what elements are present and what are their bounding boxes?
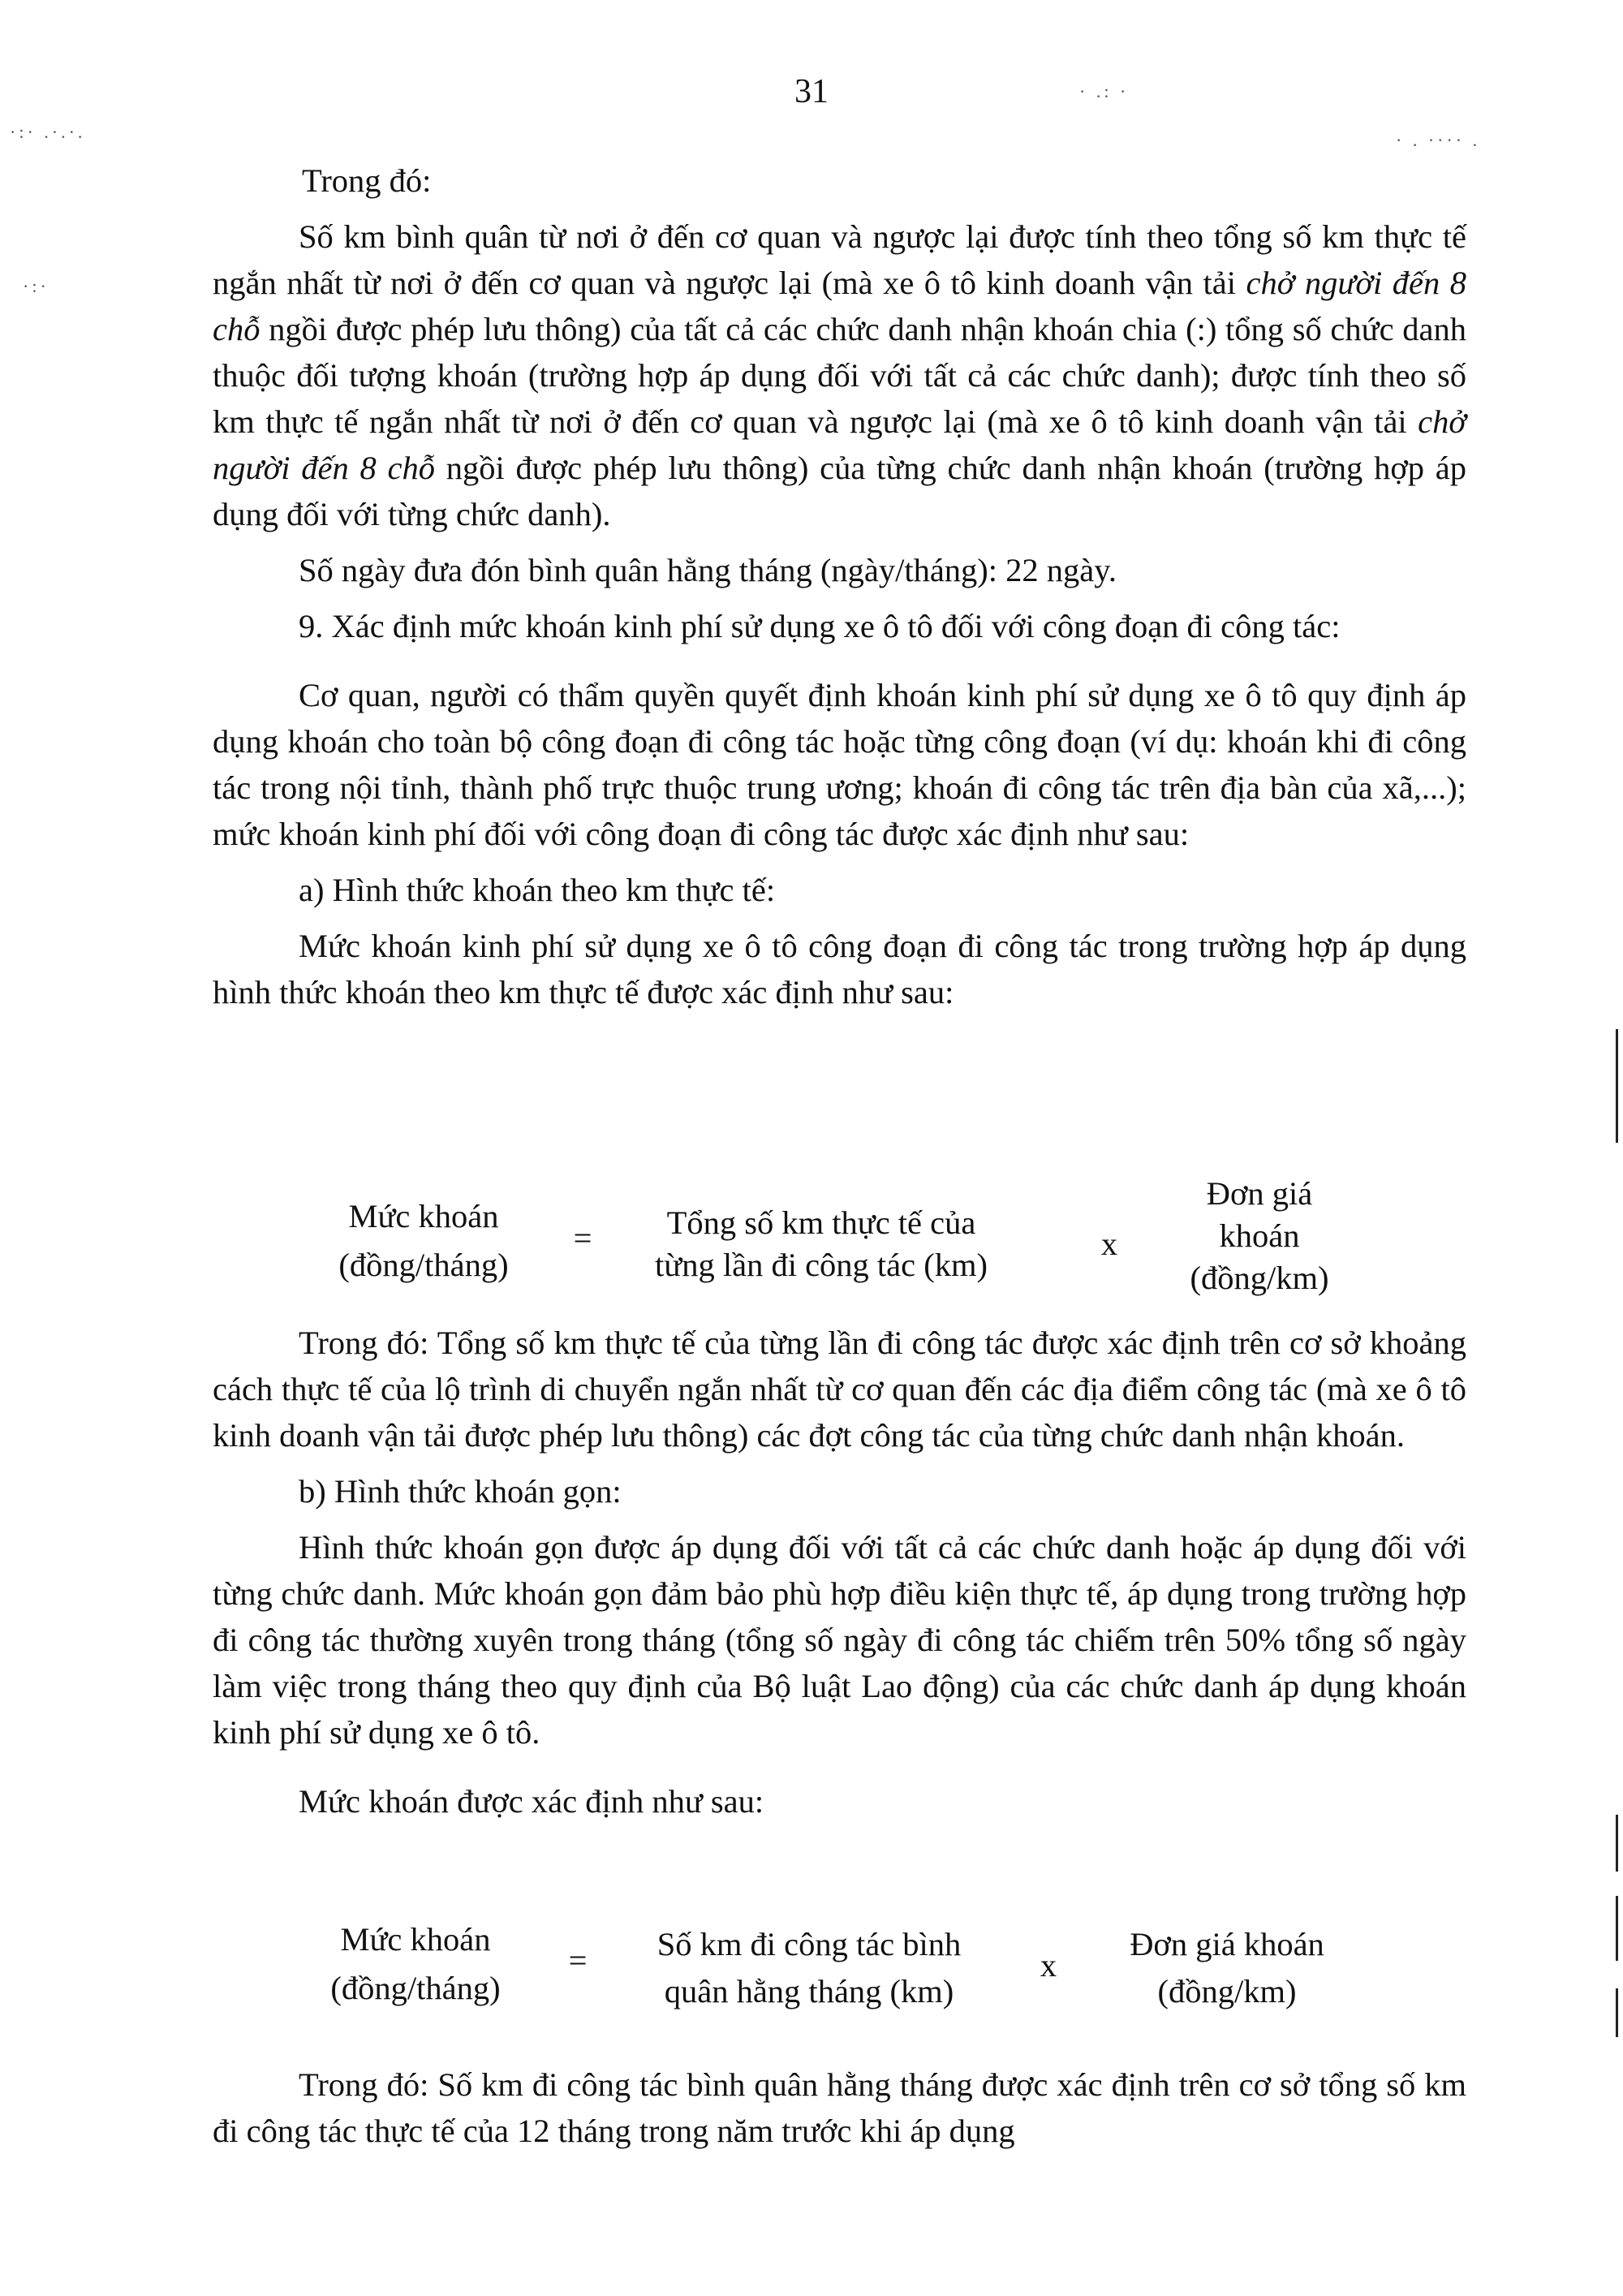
formula-left: [310, 1195, 537, 1286]
formula-unit: (đồng/km): [1190, 1260, 1329, 1296]
paragraph: Trong đó: Tổng số km thực tế của từng lần đi công tác được xác định trên cơ sở khoảng cách thực tế của lộ trình di chuyển ngắn nhất từ cơ quan đến các địa điểm công tác (mà xe ô tô kinh doanh vận tải được phép lưu thông) các đợt công tác của từng chức danh nhận khoán.: [213, 1325, 1466, 1454]
text-block-top: [213, 157, 1466, 1015]
formula-multiply: x: [1100, 1226, 1118, 1262]
formula-middle: [610, 1923, 1008, 2013]
text-run: ngồi được phép lưu thông) của từng chức danh nhận khoán (trường hợp áp dụng đối với từng chức danh).: [213, 450, 1466, 532]
revision-bar: [1616, 1815, 1618, 1872]
paragraph: Mức khoán kinh phí sử dụng xe ô tô công đoạn đi công tác trong trường hợp áp dụng hình thức khoán theo km thực tế được xác định như sau:: [213, 928, 1466, 1010]
italic-text: chở người đến 8 chỗ: [213, 403, 1466, 486]
formula-multiply: x: [1040, 1947, 1057, 1984]
formula-right: [1089, 1923, 1365, 2013]
formula-unit: quân hằng tháng (km): [664, 1973, 954, 2010]
paragraph: Hình thức khoán gọn được áp dụng đối với tất cả các chức danh hoặc áp dụng đối với từng chức danh. Mức khoán gọn đảm bảo phù hợp điều kiện thực tế, áp dụng trong trường hợp đi công tác thường xuyên trong tháng (tổng số ngày đi công tác chiếm trên 50% tổng số ngày làm việc trong tháng theo quy định của Bộ luật Lao động) của các chức danh áp dụng khoán kinh phí sử dụng xe ô tô.: [213, 1529, 1466, 1751]
paragraph: Số ngày đưa đón bình quân hằng tháng (ngày/tháng): 22 ngày.: [299, 552, 1117, 588]
formula-unit: (đồng/tháng): [338, 1247, 509, 1283]
revision-bar: [1616, 1029, 1618, 1143]
formula-label: Số km đi công tác bình: [657, 1926, 962, 1962]
paragraph: Trong đó: Số km đi công tác bình quân hằng tháng được xác định trên cơ sở tổng số km đi công tác thực tế của 12 tháng trong năm trước khi áp dụng: [213, 2066, 1466, 2149]
scan-speck: · .: ·: [1079, 81, 1130, 101]
formula-label: Đơn giá: [1206, 1175, 1313, 1212]
formula-equals: =: [573, 1220, 592, 1256]
text-block-middle: [213, 1320, 1466, 1824]
scan-speck: · . ···· .: [1396, 130, 1481, 150]
revision-bar: [1616, 1988, 1618, 2037]
subsection-heading: b) Hình thức khoán gọn:: [299, 1473, 622, 1510]
formula-right: [1154, 1173, 1365, 1299]
paragraph: Trong đó:: [302, 162, 432, 199]
paragraph: [213, 213, 1466, 537]
formula-middle: [618, 1202, 1024, 1286]
formula-unit: (đồng/km): [1157, 1973, 1297, 2010]
text-block-bottom: [213, 2061, 1466, 2154]
italic-text: chở người đến 8 chỗ: [213, 265, 1467, 347]
formula-label: Đơn giá khoán: [1130, 1926, 1324, 1962]
formula-label: Mức khoán: [340, 1921, 491, 1958]
formula-left: [302, 1919, 529, 2010]
paragraph: Cơ quan, người có thẩm quyền quyết định khoán kinh phí sử dụng xe ô tô quy định áp dụng khoán cho toàn bộ công đoạn đi công tác hoặc từng công đoạn (ví dụ: khoán khi đi công tác trong nội tỉnh, thành phố trực thuộc trung ương; khoán đi công tác trên địa bàn của xã,...); mức khoán kinh phí đối với công đoạn đi công tác được xác định như sau:: [213, 677, 1466, 852]
scan-speck: ·:·: [23, 276, 50, 296]
page-number: 31: [794, 73, 829, 110]
formula-label: Tổng số km thực tế của: [666, 1204, 976, 1241]
text-run: Số km bình quân từ nơi ở đến cơ quan và ngược lại được tính theo tổng số km thực tế ngắn nhất từ nơi ở đến cơ quan và ngược lại (mà xe ô tô kinh doanh vận tải: [213, 218, 1466, 301]
subsection-heading: a) Hình thức khoán theo km thực tế:: [299, 872, 776, 908]
revision-bar: [1616, 1896, 1618, 1961]
text-run: ngồi được phép lưu thông) của tất cả các chức danh nhận khoán chia (:) tổng số chức danh thuộc đối tượng khoán (trường hợp áp dụng đối với tất cả các chức danh); được tính theo số km thực tế ngắn nhất từ nơi ở đến cơ quan và ngược lại (mà xe ô tô kinh doanh vận tải: [213, 311, 1466, 440]
scan-speck: ·:· .·.·.: [10, 122, 86, 142]
formula-km-thuc-te: [213, 1173, 1466, 1311]
formula-label: Mức khoán: [348, 1198, 499, 1234]
formula-label: khoán: [1219, 1217, 1300, 1254]
formula-unit: từng lần đi công tác (km): [655, 1247, 988, 1283]
formula-equals: =: [568, 1942, 588, 1979]
formula-khoan-gon: [213, 1915, 1466, 2021]
paragraph: Mức khoán được xác định như sau:: [299, 1783, 764, 1820]
formula-unit: (đồng/tháng): [330, 1970, 501, 2006]
section-heading: 9. Xác định mức khoán kinh phí sử dụng xe ô tô đối với công đoạn đi công tác:: [299, 608, 1341, 644]
